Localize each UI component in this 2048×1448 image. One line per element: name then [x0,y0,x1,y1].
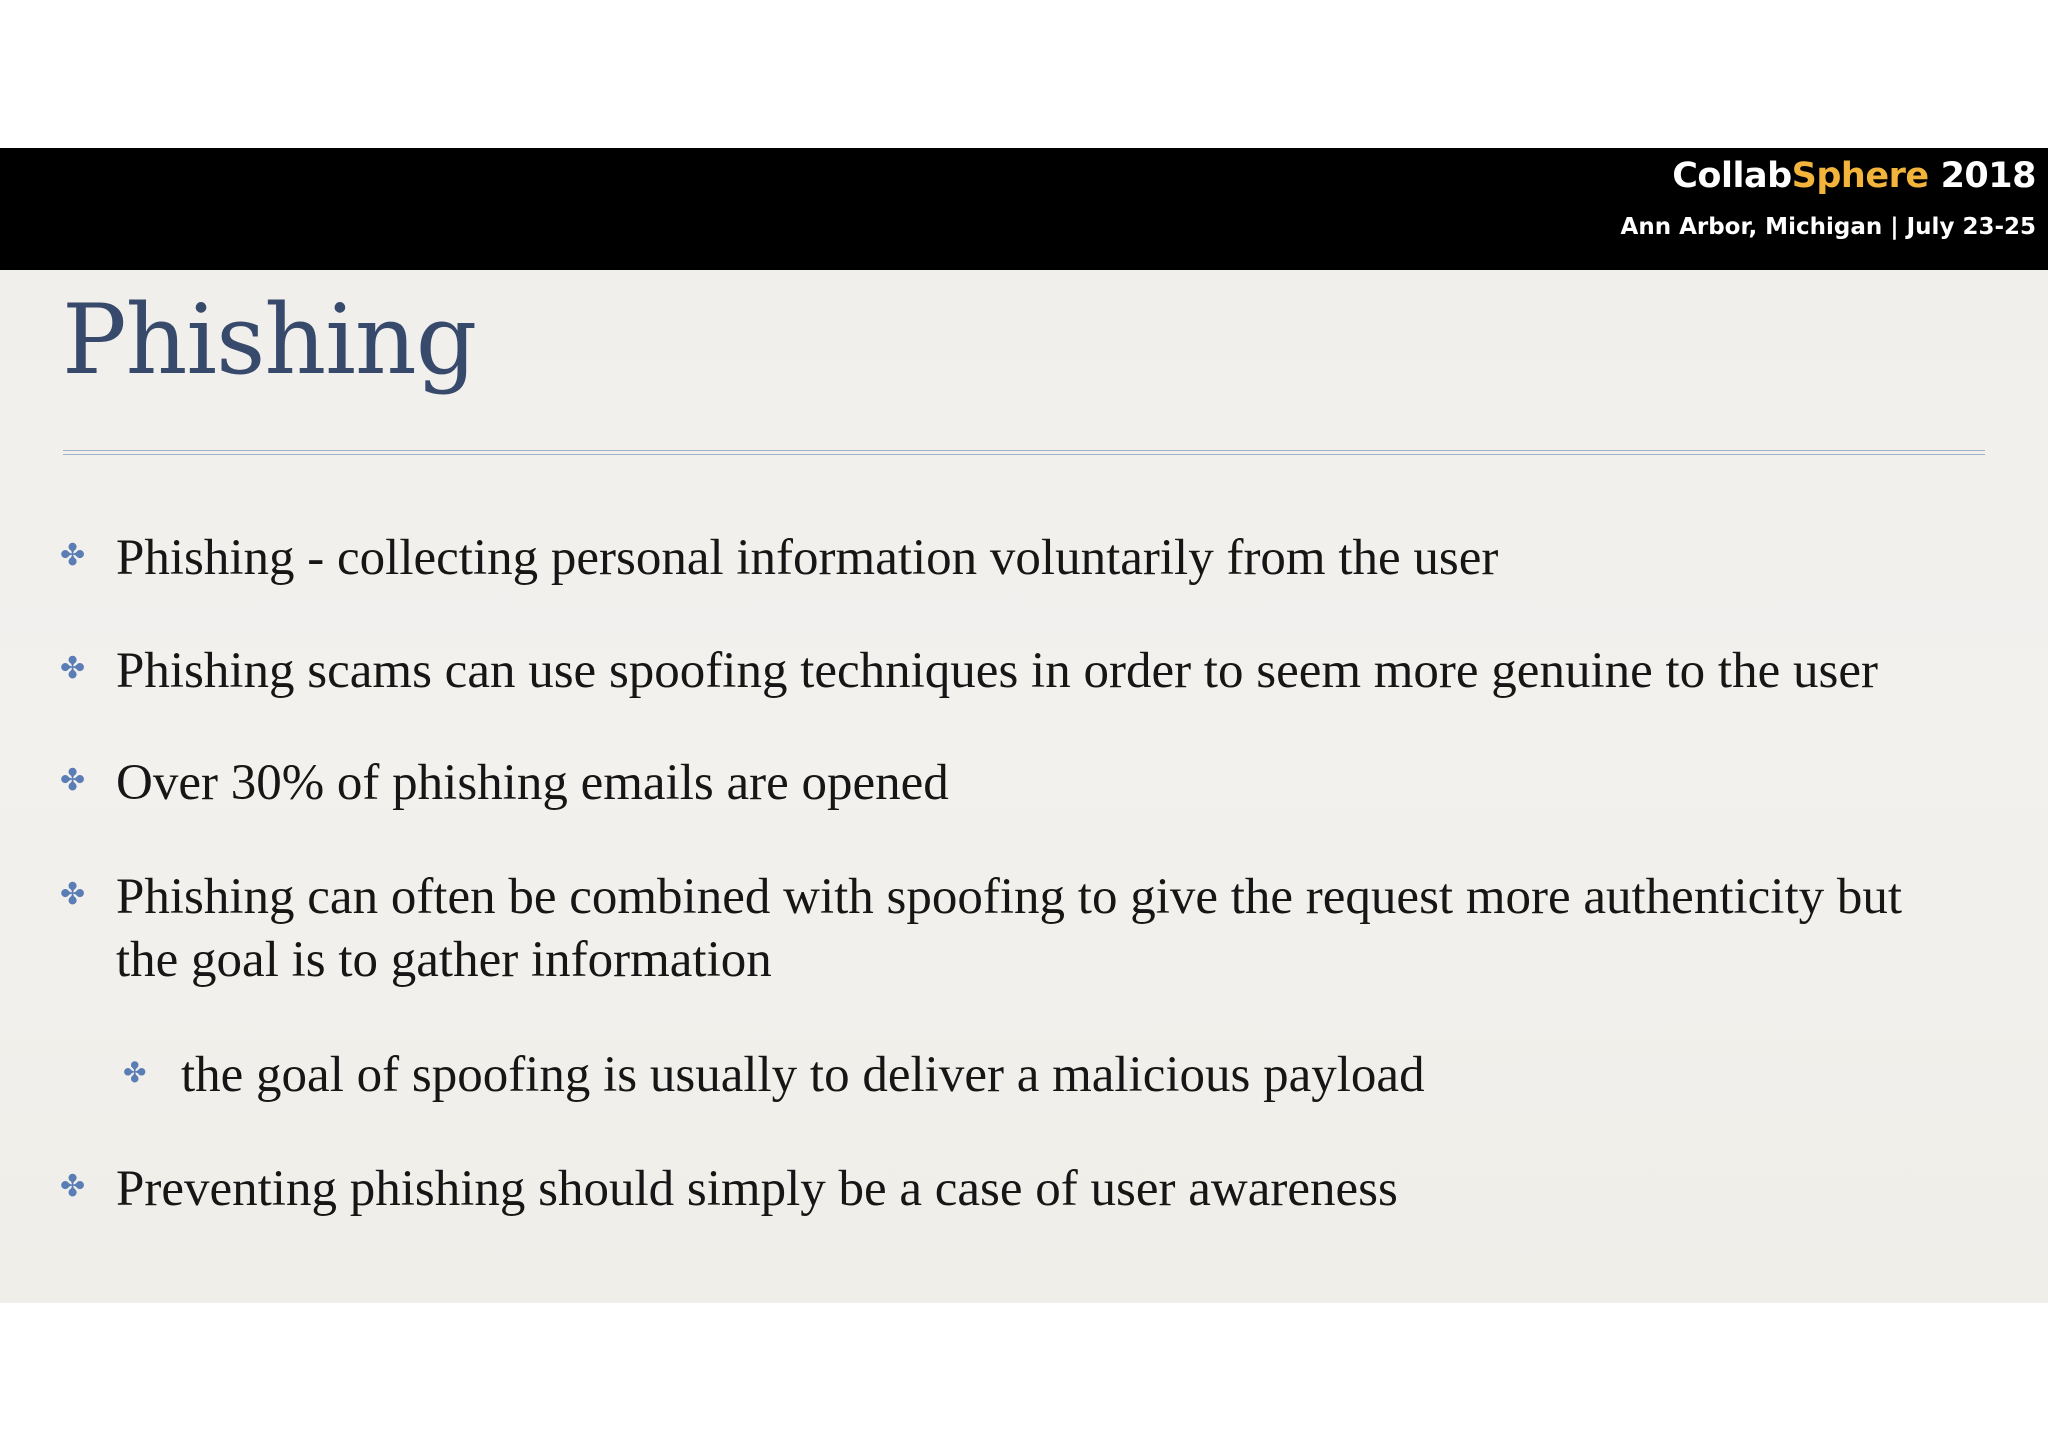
brand-name-collab: Collab [1672,156,1792,196]
four-petal-flower-icon: ✤ [123,1056,147,1089]
slide-content [0,270,2048,1303]
four-petal-flower-icon: ✤ [60,538,86,573]
bullet-text: Preventing phishing should simply be a case of user awareness [116,1161,1398,1217]
header-bar [0,148,2048,270]
four-petal-flower-icon: ✤ [60,651,86,686]
brand-name-sphere: Sphere [1791,156,1929,196]
bullet-item [60,640,2036,703]
four-petal-flower-icon: ✤ [60,877,86,912]
four-petal-flower-icon: ✤ [60,763,86,798]
bullet-item [60,866,1946,992]
bullet-text: Phishing can often be combined with spoofing to give the request more authenticity but the goal is to gather information [116,869,1903,988]
title-divider [63,450,1985,455]
slide-title: Phishing [62,284,477,396]
bullet-text: Phishing scams can use spoofing techniques in order to seem more genuine to the user [116,643,1878,699]
brand-year: 2018 [1940,156,2036,196]
bullet-item [60,1158,2016,1221]
bullet-item [60,752,2016,815]
sub-bullet-item [123,1044,1981,1107]
event-location-date: Ann Arbor, Michigan | July 23-25 [1620,214,2036,240]
bullet-text: the goal of spoofing is usually to deliver a malicious payload [181,1047,1425,1103]
bullet-text: Over 30% of phishing emails are opened [116,755,949,811]
bullet-item [60,527,2016,590]
bullet-text: Phishing - collecting personal information voluntarily from the user [116,530,1499,586]
brand-logo [1672,156,2036,196]
four-petal-flower-icon: ✤ [60,1169,86,1204]
